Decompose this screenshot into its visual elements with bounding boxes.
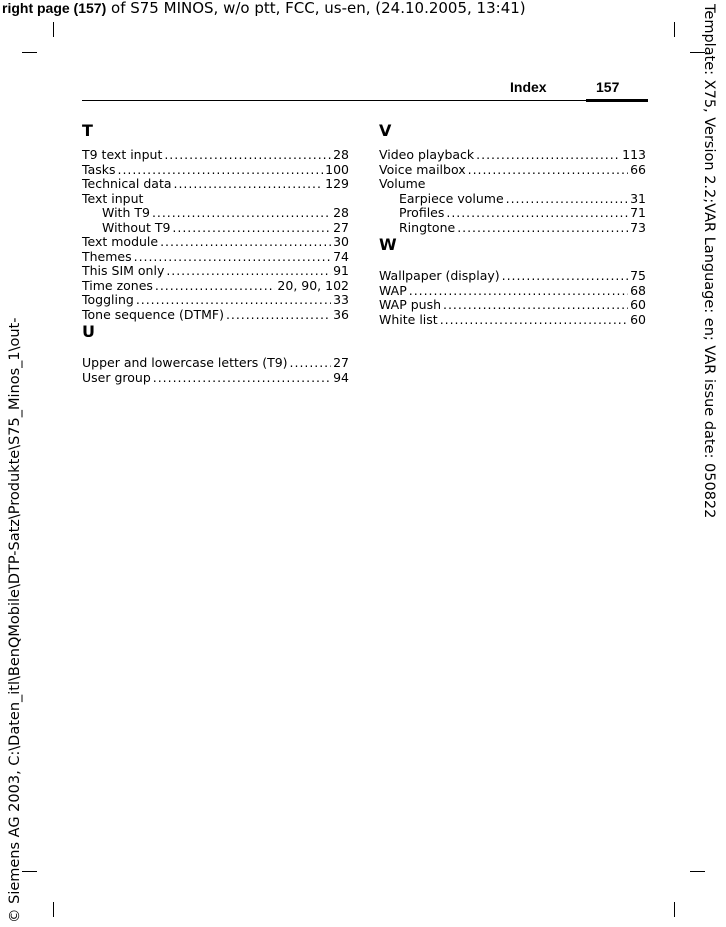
index-entry: T9 text input . . . 28 <box>82 148 349 163</box>
index-entry-group: Text input <box>82 190 144 206</box>
index-subentry: Without T9 . . . 27 <box>82 221 349 236</box>
crop-mark-bottom-left-v <box>53 902 54 917</box>
page-number: 157 <box>596 79 620 95</box>
header-rule <box>82 100 648 101</box>
index-column-left <box>82 121 349 385</box>
print-meta-line <box>2 0 526 17</box>
copyright-path-text: © Siemens AG 2003, C:\Daten_itl\BenQMobile\DTP-Satz\Produkte\S75_Minos_1\out- <box>7 317 23 923</box>
print-meta-details: of S75 MINOS, w/o ptt, FCC, us-en, (24.10.2005, 13:41) <box>106 0 526 17</box>
index-entry: Tone sequence (DTMF) . . . 36 <box>82 308 349 323</box>
index-entry: Toggling . . . 33 <box>82 293 349 308</box>
index-entry-group: Volume <box>379 176 426 191</box>
print-meta-page: right page (157) <box>2 0 107 16</box>
index-subentry: With T9 . . . 28 <box>82 206 349 221</box>
crop-mark-top-left-h <box>22 52 37 53</box>
index-column-right <box>379 121 646 327</box>
index-subentry: Profiles . . . 71 <box>379 206 646 221</box>
template-info-text: Template: X75, Version 2.2;VAR Language: en; VAR issue date: 050822 <box>701 4 717 519</box>
index-entry: Upper and lowercase letters (T9) . . . 27 <box>82 356 349 371</box>
index-letter-t: T <box>82 121 93 140</box>
index-entry: Text module . . . 30 <box>82 235 349 250</box>
page-header-title: Index <box>510 79 547 95</box>
index-letter-u: U <box>82 322 95 341</box>
index-entry: Technical data . . . 129 <box>82 177 349 192</box>
crop-mark-top-left-v <box>53 22 54 37</box>
crop-mark-bottom-left-h <box>22 871 37 872</box>
index-entry: Time zones . . . 20, 90, 102 <box>82 279 349 294</box>
index-entry: User group . . . 94 <box>82 371 349 386</box>
crop-mark-top-right-v <box>674 22 675 37</box>
index-entry: Tasks . . . 100 <box>82 163 349 178</box>
crop-mark-bottom-right-v <box>674 902 675 917</box>
index-entry: WAP push . . . 60 <box>379 298 646 313</box>
index-subentry: Ringtone . . . 73 <box>379 221 646 236</box>
index-entry: Wallpaper (display) . . . 75 <box>379 269 646 284</box>
index-entry: This SIM only . . . 91 <box>82 264 349 279</box>
index-entry: Themes . . . 74 <box>82 250 349 265</box>
index-letter-v: V <box>379 121 392 140</box>
index-entry: White list . . . 60 <box>379 313 646 328</box>
header-page-bar <box>586 99 648 102</box>
index-subentry: Earpiece volume . . . 31 <box>379 192 646 207</box>
crop-mark-bottom-right-h <box>690 871 705 872</box>
index-entry: WAP . . . 68 <box>379 284 646 299</box>
index-entry: Voice mailbox . . . 66 <box>379 163 646 178</box>
index-letter-w: W <box>379 235 397 254</box>
index-entry: Video playback . . . 113 <box>379 148 646 163</box>
